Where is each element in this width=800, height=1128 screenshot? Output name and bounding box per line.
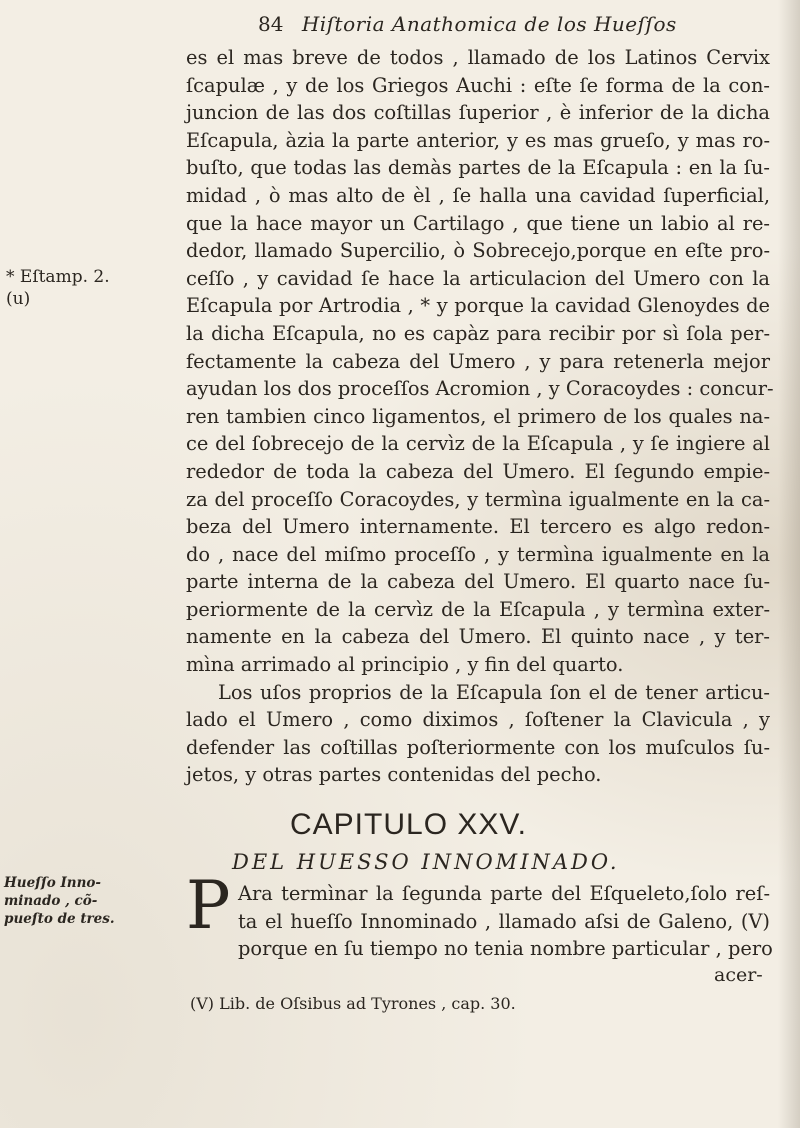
page-header <box>258 12 778 36</box>
text-line: buſto, que todas las demàs partes de la Eſcapula : en la ſu- <box>186 156 770 180</box>
chapter-title: CAPITULO XXV. <box>290 808 527 841</box>
text-line: ſcapulæ , y de los Griegos Auchi : eſte ſe forma de la con- <box>186 73 770 97</box>
margin-note-innominate-bone: Hueſſo Inno- minado , cõ- pueſto de tres. <box>4 875 115 927</box>
text-line: ceſſo , y cavidad ſe hace la articulacion del Umero con la <box>186 266 770 290</box>
text-line: midad , ò mas alto de èl , ſe halla una cavidad ſuperficial, <box>186 183 770 207</box>
text-line: mìna arrimado al principio , y fin del quarto. <box>186 653 624 677</box>
text-line: porque en ſu tiempo no tenia nombre particular , pero <box>238 937 773 961</box>
text-line: juncion de las dos coſtillas ſuperior , è inferior de la dicha <box>186 101 770 125</box>
text-line: Los uſos proprios de la Eſcapula ſon el de tener articu- <box>218 680 770 704</box>
page-edge-shadow <box>778 0 800 1128</box>
text-line: ta el hueſſo Innominado , llamado aſsi de Galeno, (V) <box>238 909 770 933</box>
catchword: acer- <box>714 964 763 986</box>
text-line: ayudan los dos proceſſos Acromion , y Coracoydes : concur- <box>186 377 774 401</box>
text-line: periormente de la cervìz de la Eſcapula , y termìna exter- <box>186 597 770 621</box>
text-line: Ara termìnar la ſegunda parte del Eſqueleto,ſolo reſ- <box>238 882 770 905</box>
page-number: 84 <box>258 12 284 36</box>
text-line: ren tambien cinco ligamentos, el primero de los quales na- <box>186 404 770 428</box>
body-text <box>186 44 774 789</box>
text-line: Eſcapula, àzia la parte anterior, y es mas grueſo, y mas ro- <box>186 128 770 152</box>
text-line: dedor, llamado Supercilio, ò Sobrecejo,porque en eſte pro- <box>186 239 770 263</box>
margin-note-plate-reference: * Eſtamp. 2. (u) <box>6 267 110 309</box>
text-line: ce del ſobrecejo de la cervìz de la Eſcapula , y ſe ingiere al <box>186 432 770 456</box>
text-line: Eſcapula por Artrodia , * y porque la cavidad Glenoydes de <box>186 294 770 318</box>
chapter-subtitle: DEL HUESSO INNOMINADO. <box>232 850 620 874</box>
text-line: fectamente la cabeza del Umero , y para retenerla mejor <box>186 349 770 373</box>
text-line: la dicha Eſcapula, no es capàz para recibir por sì ſola per- <box>186 321 770 345</box>
text-line: lado el Umero , como diximos , ſoſtener la Clavicula , y <box>186 708 770 732</box>
text-line: rededor de toda la cabeza del Umero. El ſegundo empie- <box>186 459 770 483</box>
drop-cap: P <box>186 867 231 944</box>
text-line: defender las coſtillas poſteriormente con los muſculos ſu- <box>186 735 770 759</box>
text-line: es el mas breve de todos , llamado de los Latinos Cervix <box>186 46 770 69</box>
text-line: beza del Umero internamente. El tercero es algo redon- <box>186 515 770 539</box>
text-line: jetos, y otras partes contenidas del pecho. <box>186 763 602 787</box>
text-line: namente en la cabeza del Umero. El quinto nace , y ter- <box>186 625 770 649</box>
text-line: za del proceſſo Coracoydes, y termìna igualmente en la ca- <box>186 487 770 511</box>
running-title: Hiſtoria Anathomica de los Hueſſos <box>301 12 677 36</box>
footnote: (V) Lib. de Oſsibus ad Tyrones , cap. 30. <box>190 994 516 1013</box>
text-line: parte interna de la cabeza del Umero. El quarto nace ſu- <box>186 570 770 594</box>
text-line: do , nace del miſmo proceſſo , y termìna igualmente en la <box>186 542 770 566</box>
opening-paragraph <box>238 880 773 963</box>
text-line: que la hace mayor un Cartilago , que tiene un labio al re- <box>186 211 770 235</box>
